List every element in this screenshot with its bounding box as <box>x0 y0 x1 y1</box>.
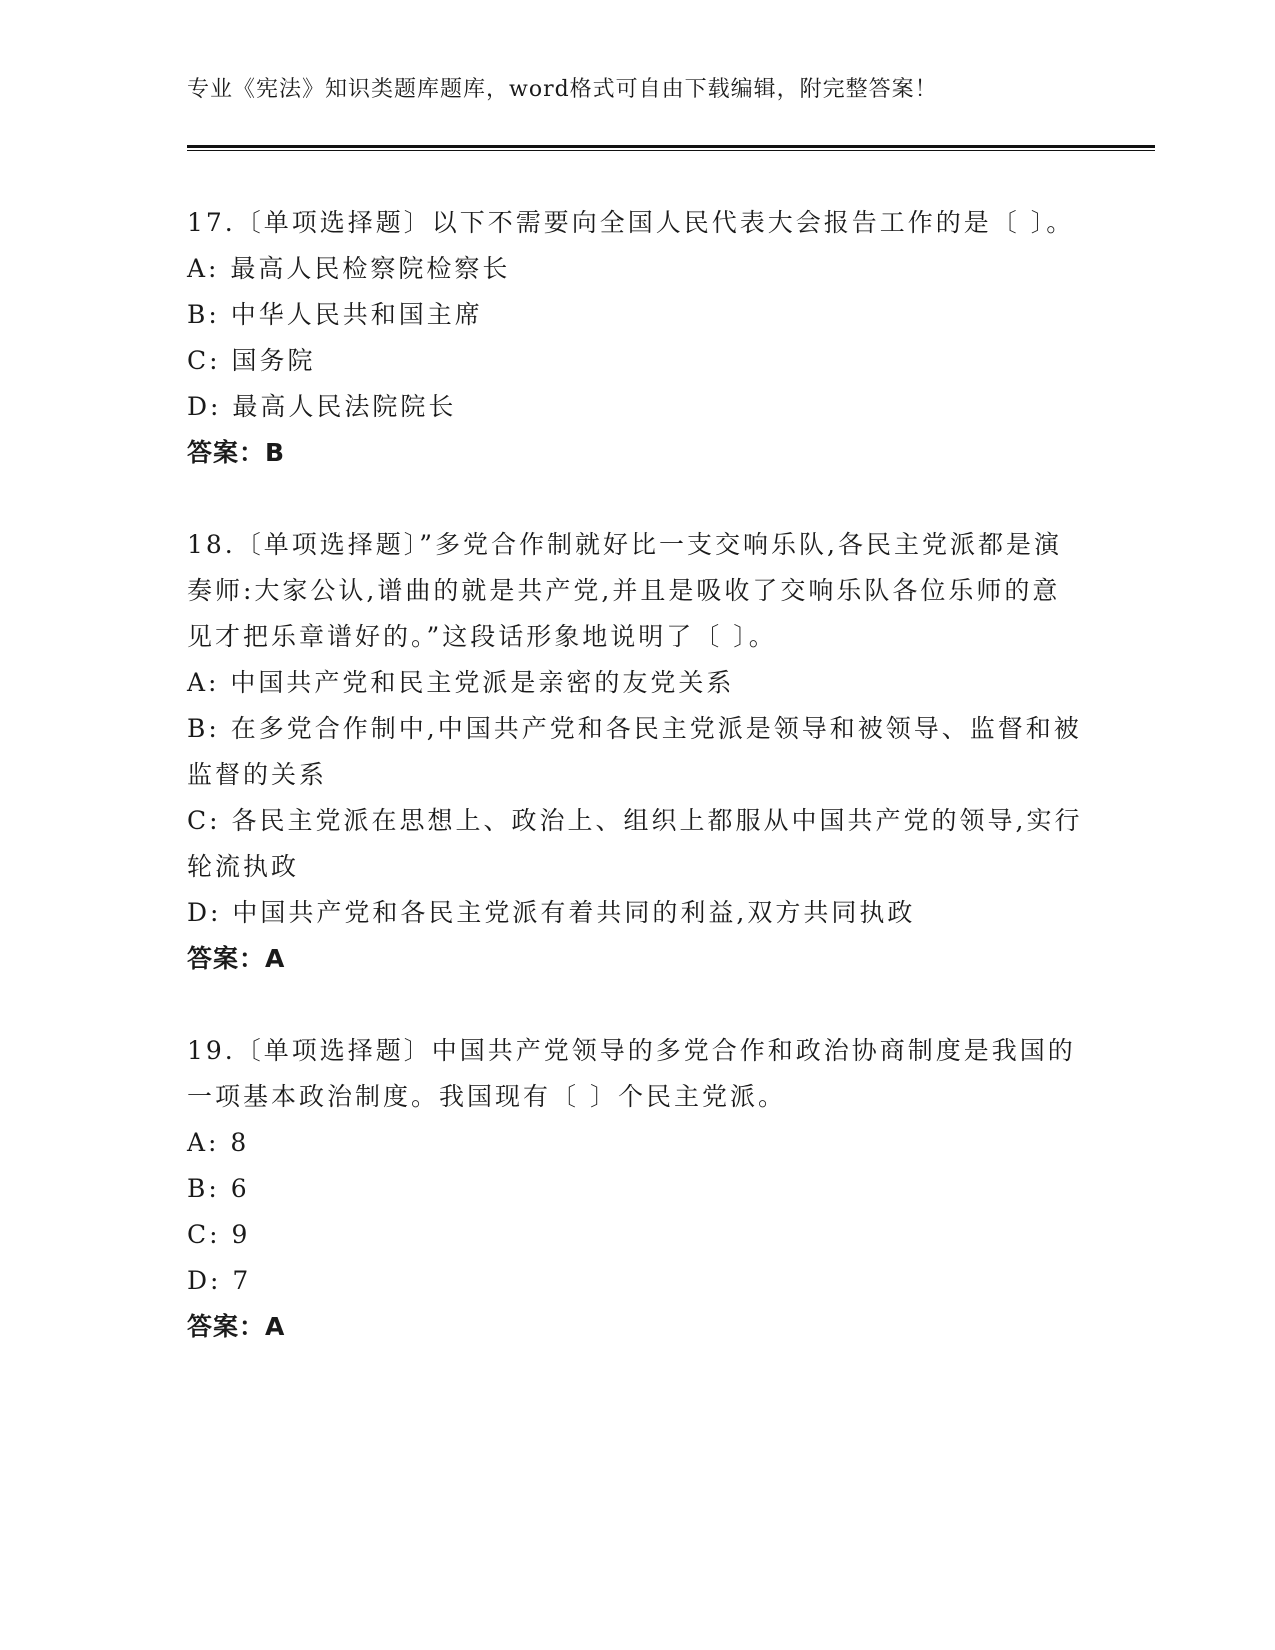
option-b: B: 在多党合作制中,中国共产党和各民主党派是领导和被领导、监督和被监督的关系 <box>187 714 1082 789</box>
header-divider <box>187 145 1155 151</box>
answer: 答案：B <box>187 438 286 467</box>
header-text: 专业《宪法》知识类题库题库，word格式可自由下载编辑，附完整答案！ <box>187 77 938 102</box>
question-17 <box>187 200 1087 476</box>
option-c: C: 各民主党派在思想上、政治上、组织上都服从中国共产党的领导,实行轮流执政 <box>187 806 1083 881</box>
option-a: A: 8 <box>187 1128 250 1157</box>
option-d: D: 7 <box>187 1266 252 1295</box>
question-stem: 17.〔单项选择题〕以下不需要向全国人民代表大会报告工作的是〔 〕。 <box>187 208 1075 237</box>
question-18 <box>187 522 1087 982</box>
question-stem: 18.〔单项选择题〕”多党合作制就好比一支交响乐队,各民主党派都是演奏师:大家公认,谱曲的就是共产党,并且是吸收了交响乐队各位乐师的意见才把乐章谱好的。”这段话形象地说明了〔 〕。 <box>187 530 1062 651</box>
option-d: D: 最高人民法院院长 <box>187 392 457 421</box>
option-b: B: 中华人民共和国主席 <box>187 300 483 329</box>
answer: 答案：A <box>187 1312 286 1341</box>
option-c: C: 国务院 <box>187 346 316 375</box>
option-b: B: 6 <box>187 1174 250 1203</box>
question-stem: 19.〔单项选择题〕中国共产党领导的多党合作和政治协商制度是我国的一项基本政治制度。我国现有〔 〕个民主党派。 <box>187 1036 1076 1111</box>
option-a: A: 最高人民检察院检察长 <box>187 254 511 283</box>
option-d: D: 中国共产党和各民主党派有着共同的利益,双方共同执政 <box>187 898 916 927</box>
option-a: A: 中国共产党和民主党派是亲密的友党关系 <box>187 668 735 697</box>
question-19 <box>187 1028 1087 1350</box>
answer: 答案：A <box>187 944 286 973</box>
question-list <box>187 200 1087 1396</box>
option-c: C: 9 <box>187 1220 251 1249</box>
